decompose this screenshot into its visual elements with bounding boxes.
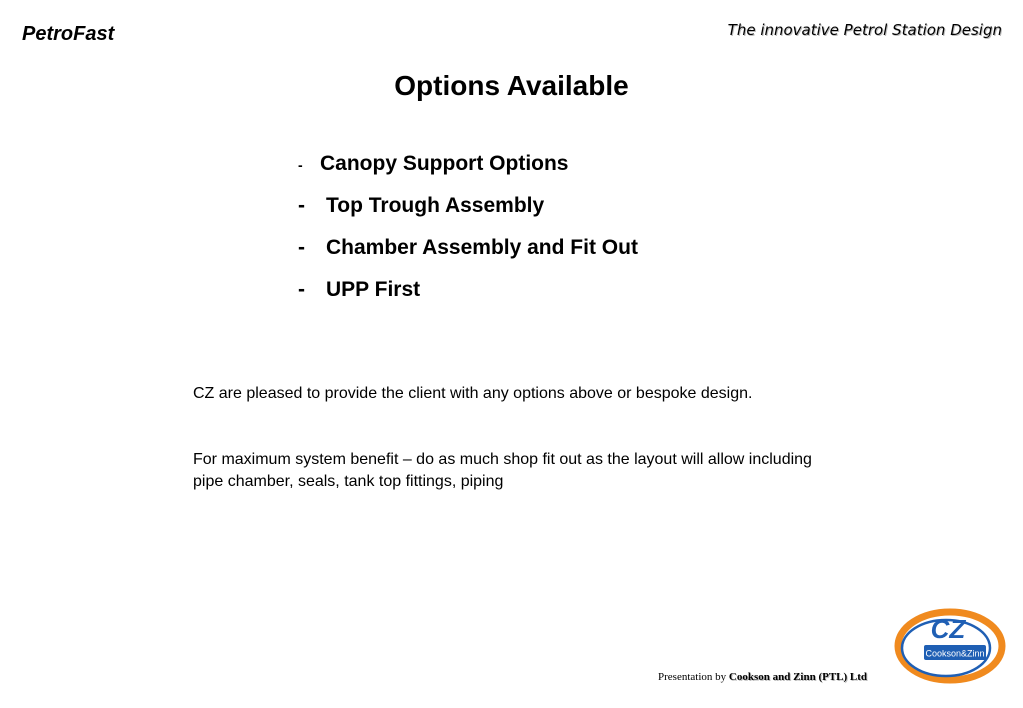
option-label: UPP First bbox=[326, 278, 421, 301]
tagline: The innovative Petrol Station Design bbox=[727, 21, 1002, 39]
option-label: Canopy Support Options bbox=[320, 152, 569, 175]
bullet-dash: - bbox=[298, 194, 305, 217]
option-item bbox=[298, 278, 638, 320]
brand-title: PetroFast bbox=[22, 23, 115, 45]
cookson-zinn-logo bbox=[888, 604, 1008, 688]
body-paragraph: CZ are pleased to provide the client with any options above or bespoke design. bbox=[193, 385, 753, 402]
footer-credit bbox=[658, 671, 867, 683]
option-label: Chamber Assembly and Fit Out bbox=[326, 236, 638, 259]
option-label: Top Trough Assembly bbox=[326, 194, 545, 217]
bullet-dash: - bbox=[298, 278, 305, 301]
body-paragraph: For maximum system benefit – do as much shop fit out as the layout will allow including pipe chamber, seals, tank top fittings, piping bbox=[193, 451, 812, 490]
footer-prefix: Presentation by bbox=[658, 671, 727, 683]
logo-mark: CZ bbox=[930, 614, 966, 644]
option-item bbox=[298, 194, 638, 236]
slide-title: Options Available bbox=[394, 70, 629, 101]
bullet-dash: - bbox=[298, 236, 305, 259]
option-item bbox=[298, 152, 638, 194]
footer-company: Cookson and Zinn (PTL) Ltd bbox=[728, 671, 868, 683]
option-item bbox=[298, 236, 638, 278]
options-list bbox=[298, 152, 638, 320]
bullet-dash: - bbox=[298, 157, 303, 173]
logo-name: Cookson&Zinn bbox=[925, 648, 985, 659]
